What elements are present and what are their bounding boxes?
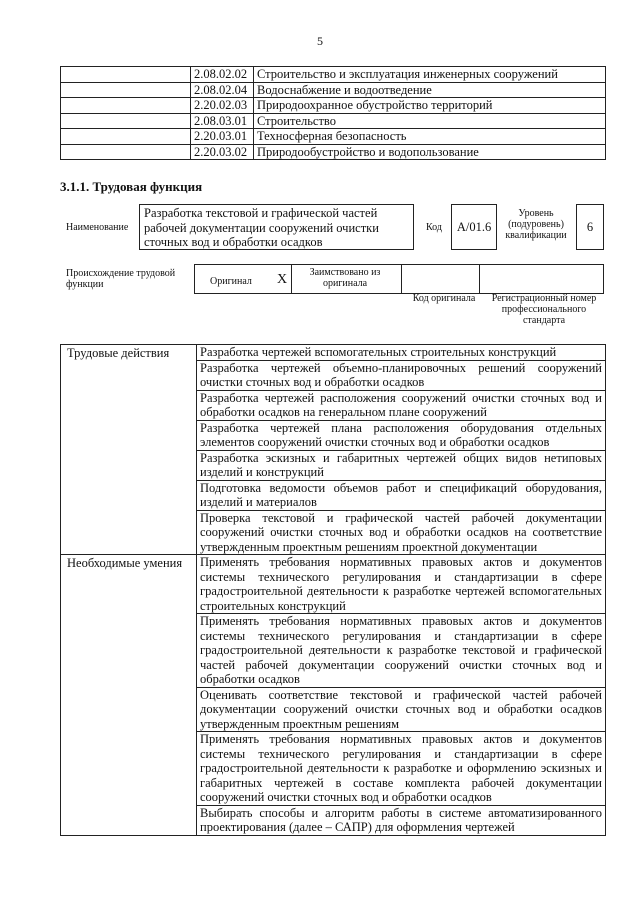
original-label: Оригинал xyxy=(210,276,252,287)
specialty-row xyxy=(61,113,606,129)
labor-action-item: Разработка чертежей расположения сооружений очистки сточных вод и обработки осадков на генеральном плане сооружений xyxy=(197,390,606,420)
labor-action-item: Разработка эскизных и габаритных чертежей общих видов нетиповых изделий и конструкций xyxy=(197,450,606,480)
borrowed-label: Заимствовано из оригинала xyxy=(309,267,381,289)
required-skill-item: Выбирать способы и алгоритм работы в системе автоматизированного проектирования (далее – САПР) для оформления чертежей xyxy=(197,805,606,835)
specialty-code: 2.20.03.01 xyxy=(191,129,254,145)
function-level-value: 6 xyxy=(576,204,604,250)
level-label: Уровень (подуровень) квалификации xyxy=(505,208,567,241)
required-skill-row xyxy=(61,555,606,614)
reg-caption: Регистрационный номер профессионального стандарта xyxy=(491,293,597,326)
labor-action-item: Разработка чертежей вспомогательных строительных конструкций xyxy=(197,345,606,361)
required-skill-item: Применять требования нормативных правовых актов и документов системы технического регулирования и стандартизации в сфере градостроительной деятельности к разработке чертежей вспомогательных строительных конструкций xyxy=(197,555,606,614)
specialty-empty-cell xyxy=(61,98,191,114)
specialties-table xyxy=(60,66,606,160)
labor-action-item: Проверка текстовой и графической частей рабочей документации сооружений очистки сточных вод и обработки осадков на соответствие утвержденным проектным решениям проектной документации xyxy=(197,510,606,555)
specialty-row xyxy=(61,67,606,83)
required-skill-item: Оценивать соответствие текстовой и графической частей рабочей документации сооружений очистки сточных вод и обработки осадков утвержденным проектным решениям xyxy=(197,687,606,732)
specialty-name: Природообустройство и водопользование xyxy=(254,144,606,160)
labor-action-item: Подготовка ведомости объемов работ и спецификаций оборудования, изделий и материалов xyxy=(197,480,606,510)
code-label: Код xyxy=(426,222,442,233)
function-details-table xyxy=(60,344,606,836)
function-name-value: Разработка текстовой и графической частей рабочей документации сооружений очистки сточных вод и обработки осадков xyxy=(139,204,414,250)
specialty-name: Строительство и эксплуатация инженерных сооружений xyxy=(254,67,606,83)
specialty-code: 2.20.02.03 xyxy=(191,98,254,114)
specialty-empty-cell xyxy=(61,144,191,160)
specialty-name: Водоснабжение и водоотведение xyxy=(254,82,606,98)
section-title: 3.1.1. Трудовая функция xyxy=(60,179,203,194)
specialty-row xyxy=(61,129,606,145)
specialty-row xyxy=(61,144,606,160)
specialty-empty-cell xyxy=(61,67,191,83)
specialty-empty-cell xyxy=(61,82,191,98)
function-code-value: A/01.6 xyxy=(451,204,497,250)
specialty-name: Природоохранное обустройство территорий xyxy=(254,98,606,114)
specialty-code: 2.08.03.01 xyxy=(191,113,254,129)
specialty-name: Строительство xyxy=(254,113,606,129)
specialty-name: Техносферная безопасность xyxy=(254,129,606,145)
required-skill-label: Необходимые умения xyxy=(61,555,197,836)
origin-box xyxy=(194,264,604,294)
specialty-empty-cell xyxy=(61,113,191,129)
required-skill-item: Применять требования нормативных правовых актов и документов системы технического регулирования и стандартизации в сфере градостроительной деятельности к разработке и оформлению эскизных и габаритных чертежей в составе комплекта рабочей документации сооружений очистки сточных вод и обработки осадков xyxy=(197,732,606,806)
origin-label: Происхождение трудовой функции xyxy=(66,268,176,290)
labor-action-row xyxy=(61,345,606,361)
specialty-empty-cell xyxy=(61,129,191,145)
specialty-code: 2.08.02.04 xyxy=(191,82,254,98)
specialty-code: 2.20.03.02 xyxy=(191,144,254,160)
labor-action-item: Разработка чертежей плана расположения оборудования отдельных элементов сооружений очистки сточных вод и обработки осадков xyxy=(197,420,606,450)
specialty-row xyxy=(61,98,606,114)
labor-action-label: Трудовые действия xyxy=(61,345,197,555)
labor-action-item: Разработка чертежей объемно-планировочных решений сооружений очистки сточных вод и обработки осадков xyxy=(197,360,606,390)
original-mark: X xyxy=(277,272,288,287)
specialty-row xyxy=(61,82,606,98)
name-label: Наименование xyxy=(66,222,129,233)
page-number: 5 xyxy=(317,34,323,48)
required-skill-item: Применять требования нормативных правовых актов и документов системы технического регулирования и стандартизации в сфере градостроительной деятельности к разработке текстовой и графической частей рабочей документации сооружений очистки сточных вод и обработки осадков xyxy=(197,614,606,688)
code-caption: Код оригинала xyxy=(412,293,476,304)
specialty-code: 2.08.02.02 xyxy=(191,67,254,83)
